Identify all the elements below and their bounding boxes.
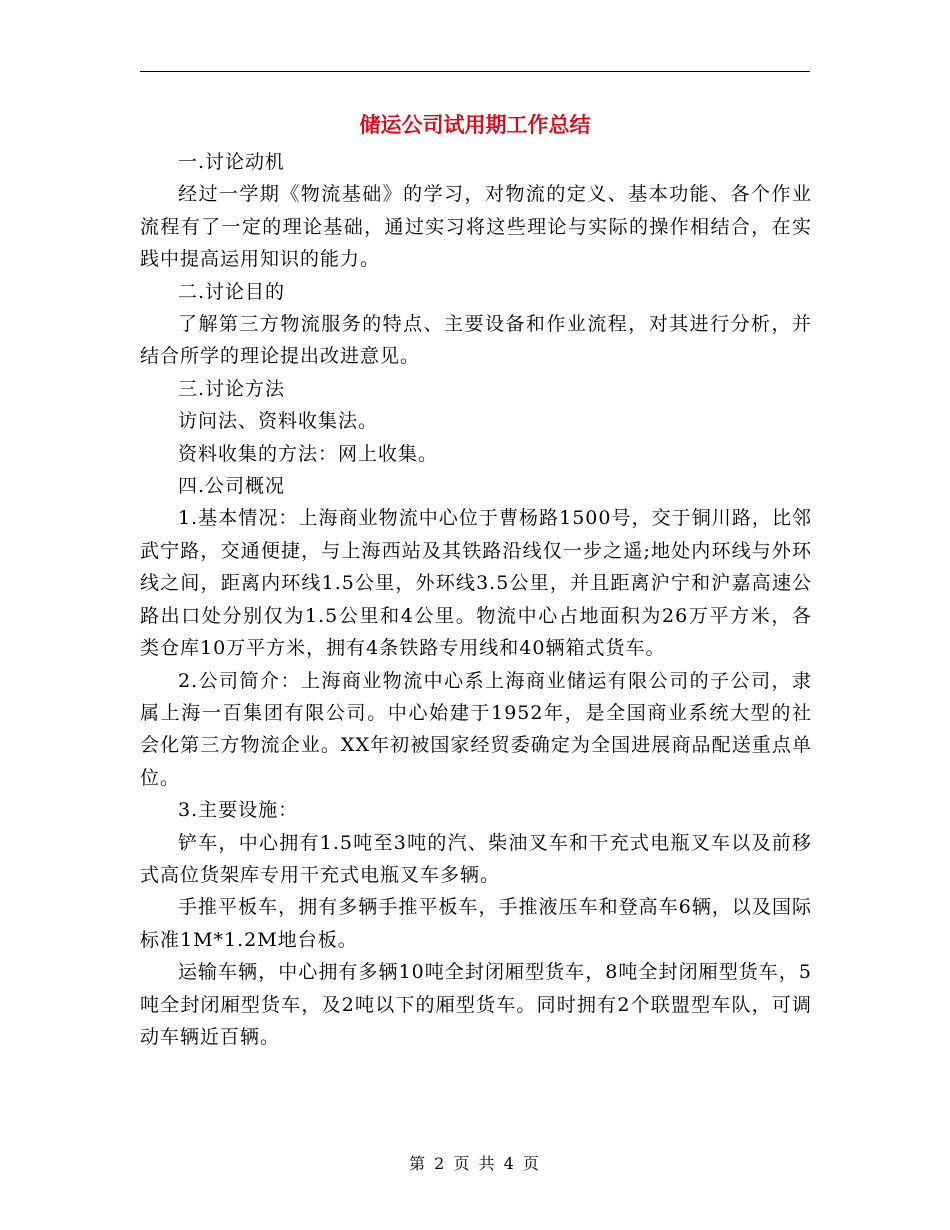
paragraph-hand-carts: 手推平板车，拥有多辆手推平板车，手推液压车和登高车6辆，以及国际标准1M*1.2M地台板。 [140,896,812,951]
document-body [140,146,812,1053]
paragraph-forklifts: 铲车，中心拥有1.5吨至3吨的汽、柴油叉车和干充式电瓶叉车以及前移式高位货架库专用干充式电瓶叉车多辆。 [140,831,812,886]
paragraph-basic-info: 1.基本情况：上海商业物流中心位于曹杨路1500号，交于铜川路，比邻武宁路，交通便捷，与上海西站及其铁路沿线仅一步之遥;地处内环线与外环线之间，距离内环线1.5公里，外环线3.5公里，并且距离沪宁和沪嘉高速公路出口处分别仅为1.5公里和4公里。物流中心占地面积为26万平方米，各类仓库10万平方米，拥有4条铁路专用线和40辆箱式货车。 [140,507,812,660]
paragraph-motivation: 经过一学期《物流基础》的学习，对物流的定义、基本功能、各个作业流程有了一定的理论基础，通过实习将这些理论与实际的操作相结合，在实践中提高运用知识的能力。 [140,183,812,271]
section-heading-motivation: 一.讨论动机 [178,151,286,173]
document-title: 储运公司试用期工作总结 [359,113,591,137]
page-number-footer: 第 2 页 共 4 页 [409,1154,541,1173]
paragraph-collection-method: 资料收集的方法：网上收集。 [178,442,439,465]
paragraph-transport-vehicles: 运输车辆，中心拥有多辆10吨全封闭厢型货车，8吨全封闭厢型货车，5吨全封闭厢型货车，及2吨以下的厢型货车。同时拥有2个联盟型车队，可调动车辆近百辆。 [140,961,812,1048]
paragraph-main-facilities: 3.主要设施： [178,799,299,822]
paragraph-company-intro: 2.公司简介：上海商业物流中心系上海商业储运有限公司的子公司，隶属上海一百集团有限公司。中心始建于1952年，是全国商业系统大型的社会化第三方物流企业。XX年初被国家经贸委确定为全国进展商品配送重点单位。 [140,669,812,789]
header-rule [140,71,810,72]
section-heading-method: 三.讨论方法 [178,377,286,400]
paragraph-purpose: 了解第三方物流服务的特点、主要设备和作业流程，对其进行分析，并结合所学的理论提出改进意见。 [140,313,812,368]
section-heading-purpose: 二.讨论目的 [178,280,286,303]
section-heading-company-overview: 四.公司概况 [178,475,286,498]
paragraph-method: 访问法、资料收集法。 [178,410,379,433]
